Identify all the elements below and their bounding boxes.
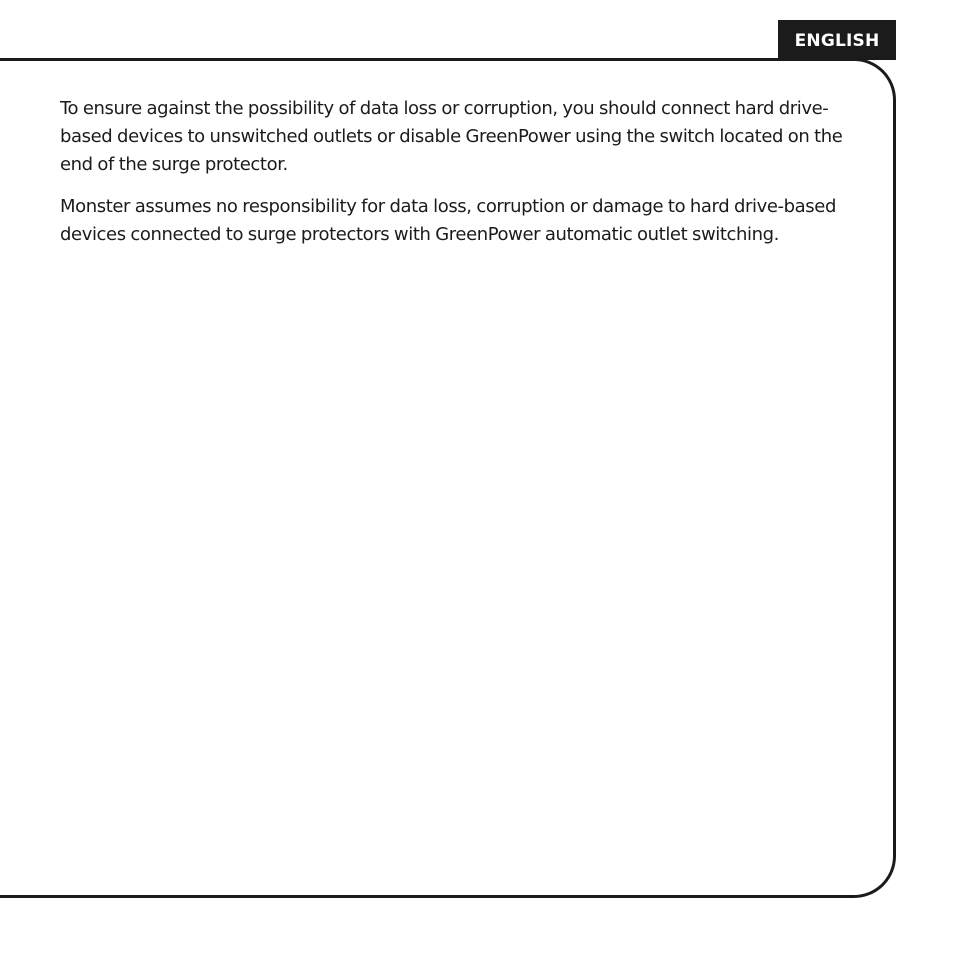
paragraph-data-loss-warning: To ensure against the possibility of data loss or corruption, you should connect hard drive-based devices to unswitched outlets or disable GreenPower using the switch located on the end of the surge protector.	[60, 98, 843, 175]
paragraph-liability-disclaimer: Monster assumes no responsibility for data loss, corruption or damage to hard drive-based devices connected to surge protectors with GreenPower automatic outlet switching.	[60, 196, 836, 245]
body-text	[60, 95, 850, 263]
language-tab: ENGLISH	[778, 20, 896, 60]
